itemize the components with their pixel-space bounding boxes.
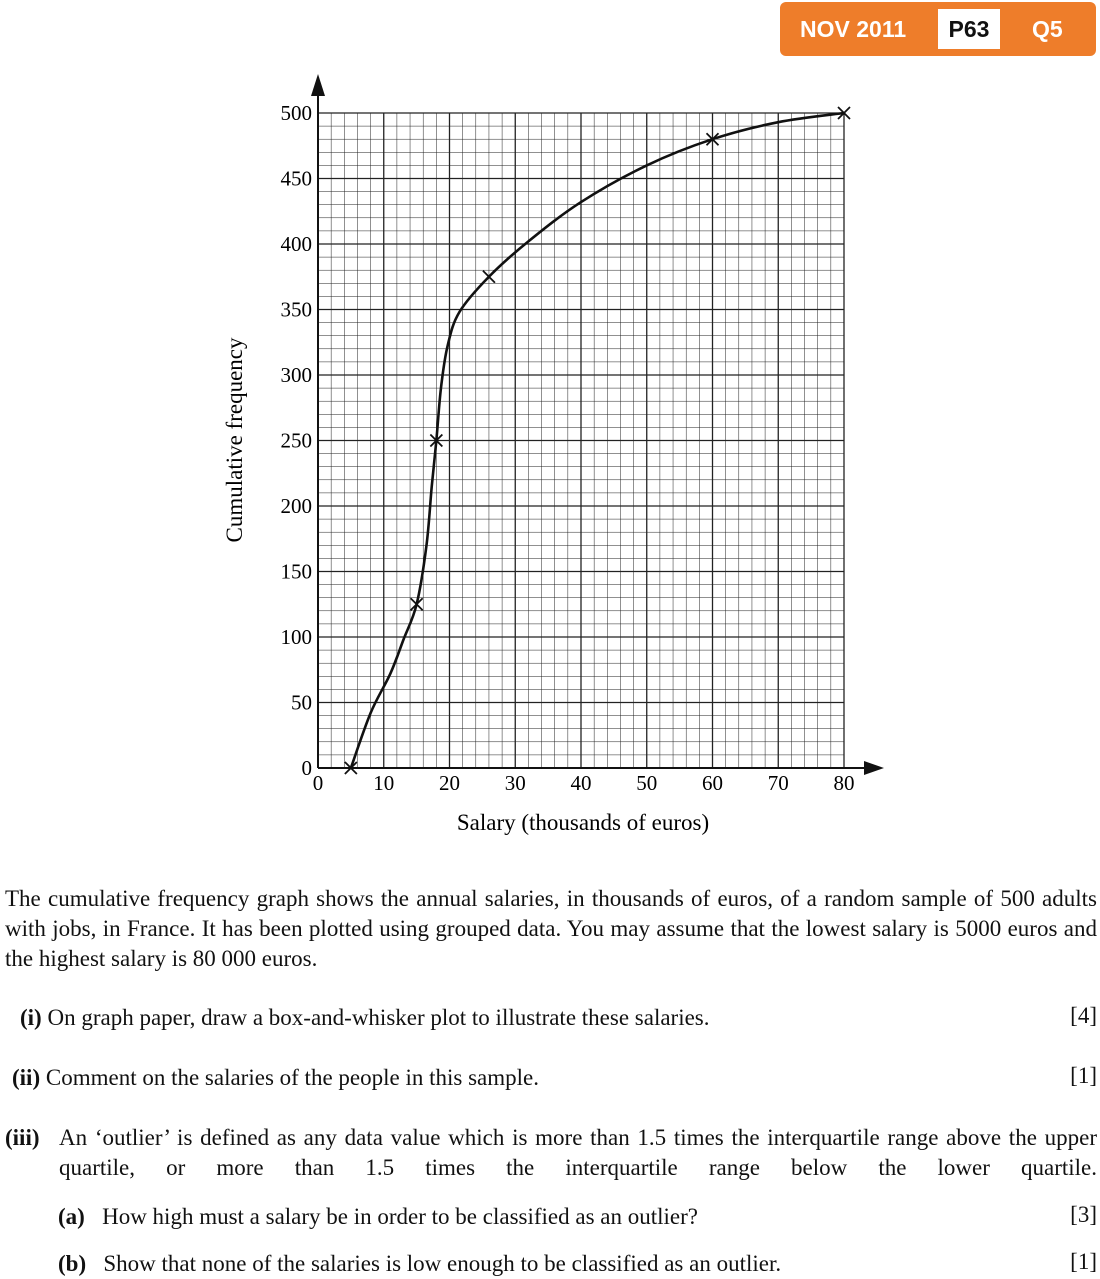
y-tick-label: 450 bbox=[280, 166, 312, 191]
x-tick-label: 50 bbox=[636, 771, 658, 795]
part-iii-a bbox=[58, 1202, 698, 1232]
x-tick-label: 0 bbox=[312, 771, 324, 795]
y-tick-label: 300 bbox=[280, 363, 312, 387]
part-ii-label: (ii) bbox=[12, 1065, 41, 1090]
chart-grid bbox=[318, 113, 844, 768]
x-tick-label: 70 bbox=[767, 771, 789, 795]
badge-session: NOV 2011 bbox=[800, 16, 907, 42]
x-tick-label: 80 bbox=[833, 771, 855, 795]
y-tick-label: 500 bbox=[280, 101, 312, 125]
y-tick-label: 150 bbox=[280, 559, 312, 584]
part-ii bbox=[12, 1063, 539, 1093]
y-tick-label: 50 bbox=[291, 690, 312, 715]
part-iii-a-mark: [3] bbox=[1070, 1202, 1097, 1227]
y-axis-label: Cumulative frequency bbox=[222, 337, 247, 543]
y-tick-label: 350 bbox=[280, 297, 312, 322]
part-iii-b bbox=[58, 1249, 781, 1279]
x-axis-label: Salary (thousands of euros) bbox=[456, 810, 710, 835]
x-tick-label: 60 bbox=[702, 771, 723, 795]
x-tick-label: 10 bbox=[373, 771, 395, 795]
part-ii-text: Comment on the salaries of the people in this sample. bbox=[45, 1065, 539, 1090]
chart-tick-labels bbox=[281, 101, 855, 795]
y-tick-label: 400 bbox=[280, 232, 312, 256]
part-iii-label: (iii) bbox=[5, 1125, 40, 1150]
part-iii-b-mark: [1] bbox=[1070, 1249, 1097, 1274]
part-iii-a-text: How high must a salary be in order to be classified as an outlier? bbox=[102, 1204, 698, 1229]
y-tick-label: 0 bbox=[301, 756, 312, 780]
part-ii-mark: [1] bbox=[1070, 1063, 1097, 1088]
x-tick-label: 30 bbox=[504, 771, 526, 795]
part-i-mark: [4] bbox=[1070, 1003, 1097, 1028]
part-iii-b-label: (b) bbox=[58, 1251, 87, 1276]
part-i-label: (i) bbox=[20, 1005, 42, 1030]
part-iii-b-text: Show that none of the salaries is low enough to be classified as an outlier. bbox=[103, 1251, 782, 1276]
question-intro: The cumulative frequency graph shows the annual salaries, in thousands of euros, of a random sample of 500 adults with jobs, in France. It has been plotted using grouped data. You may assume that the lowest salary is 5000 euros and the highest salary is 80 000 euros. bbox=[5, 886, 1097, 971]
y-tick-label: 250 bbox=[280, 428, 312, 453]
badge-question: Q5 bbox=[1032, 16, 1063, 42]
x-tick-label: 40 bbox=[570, 771, 592, 795]
part-i bbox=[20, 1003, 710, 1033]
part-iii-text: An ‘outlier’ is defined as any data value which is more than 1.5 times the interquartile range above the upper quartile, or more than 1.5 times the interquartile range below the lower quartile. bbox=[59, 1125, 1097, 1180]
y-tick-label: 100 bbox=[280, 625, 312, 649]
part-iii bbox=[5, 1123, 1097, 1183]
part-i-text: On graph paper, draw a box-and-whisker plot to illustrate these salaries. bbox=[47, 1005, 710, 1030]
y-tick-label: 200 bbox=[280, 494, 312, 518]
y-axis-arrow bbox=[311, 74, 325, 96]
x-axis-arrow bbox=[864, 761, 884, 775]
badge-paper: P63 bbox=[938, 9, 1000, 49]
x-tick-label: 20 bbox=[439, 771, 460, 795]
part-iii-a-label: (a) bbox=[58, 1204, 85, 1229]
